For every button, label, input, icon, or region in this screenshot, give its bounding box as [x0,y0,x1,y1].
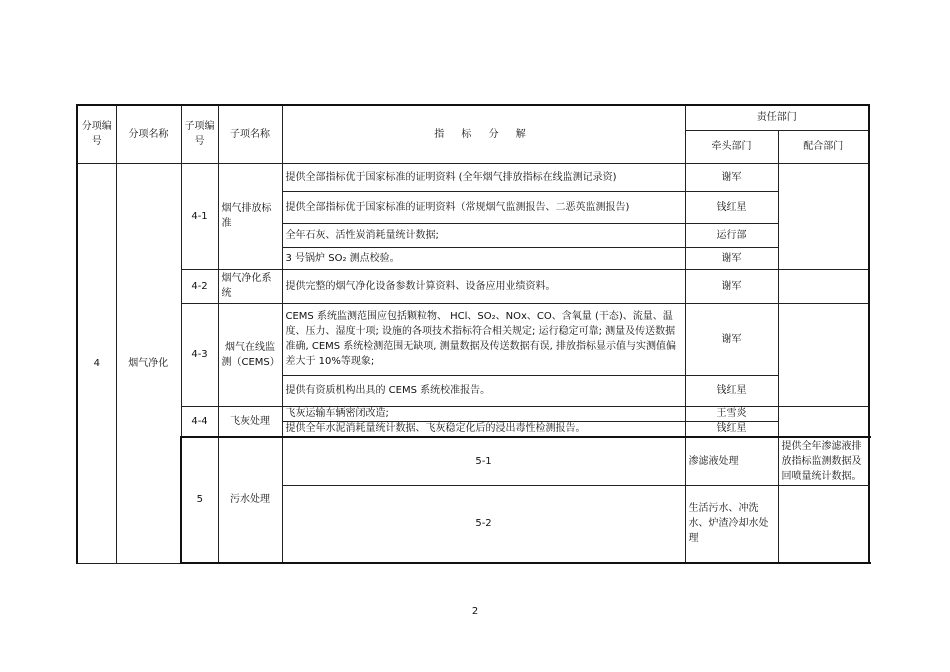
support-dept [778,163,869,269]
breakdown-text: 提供完整的烟气净化设备参数计算资料、设备应用业绩资料。 [282,269,685,303]
breakdown-text [778,485,869,563]
breakdown-text: 3 号锅炉 SO₂ 测点校验。 [282,247,685,269]
sub-no: 5-2 [282,485,685,563]
support-dept [778,269,869,303]
lead-dept: 钱红星 [685,191,778,223]
breakdown-text: 提供全年水泥消耗量统计数据、飞灰稳定化后的浸出毒性检测报告。 [282,421,685,437]
sub-name: 生活污水、冲洗水、炉渣冷却水处理 [685,485,778,563]
page-number: 2 [471,606,479,617]
sub-no: 4-1 [181,163,218,269]
responsibility-table [76,104,870,564]
sub-no: 4-2 [181,269,218,303]
lead-dept: 谢军 [685,247,778,269]
header-section-no: 分项编号 [77,105,116,163]
lead-dept: 运行部 [685,223,778,247]
breakdown-text: 提供有资质机构出具的 CEMS 系统校准报告。 [282,375,685,406]
lead-dept: 谢军 [685,163,778,191]
breakdown-text: 提供全部指标优于国家标准的证明资料（常规烟气监测报告、二恶英监测报告) [282,191,685,223]
breakdown-text: CEMS 系统监测范围应包括颗粒物、 HCl、SO₂、NOx、CO、含氧量 (干态)、流量、温度、压力、湿度十项; 设施的各项技术指标符合相关规定; 运行稳定可靠; 测量及传送数据准确, CEMS 系统检测范围无缺项, 测量数据及传送数据有误, 排放指标显示值与实测值偏差大于 10%等现象; [282,303,685,375]
sub-name: 飞灰处理 [218,406,282,437]
section-no: 5 [181,437,218,564]
breakdown-text: 全年石灰、活性炭消耗量统计数据; [282,223,685,247]
header-sub-name: 子项名称 [218,105,282,163]
header-support-dept: 配合部门 [778,130,869,163]
lead-dept: 谢军 [685,269,778,303]
support-dept [778,406,869,437]
lead-dept: 钱红星 [685,421,778,437]
lead-dept: 谢军 [685,303,778,375]
header-sub-no: 子项编号 [181,105,218,163]
lead-dept: 钱红星 [685,375,778,406]
breakdown-text: 提供全部指标优于国家标准的证明资料 (全年烟气排放指标在线监测记录资) [282,163,685,191]
sub-name: 烟气排放标准 [218,163,282,269]
sub-no: 4-4 [181,406,218,437]
header-section-name: 分项名称 [116,105,181,163]
sub-name: 烟气净化系统 [218,269,282,303]
sub-name: 渗滤液处理 [685,437,778,486]
header-responsible: 责任部门 [685,105,869,130]
sub-name: 烟气在线监测（CEMS） [218,303,282,406]
section-name: 污水处理 [218,437,282,564]
header-breakdown: 指 标 分 解 [282,105,685,163]
section-no: 4 [77,163,116,563]
header-lead-dept: 牵头部门 [685,130,778,163]
support-dept [778,303,869,406]
breakdown-text: 飞灰运输车辆密闭改造; [282,406,685,421]
lead-dept: 王雪炎 [685,406,778,421]
breakdown-text: 提供全年渗滤液排放指标监测数据及回喷量统计数据。 [778,437,869,486]
sub-no: 5-1 [282,437,685,486]
section-name: 烟气净化 [116,163,181,563]
sub-no: 4-3 [181,303,218,406]
